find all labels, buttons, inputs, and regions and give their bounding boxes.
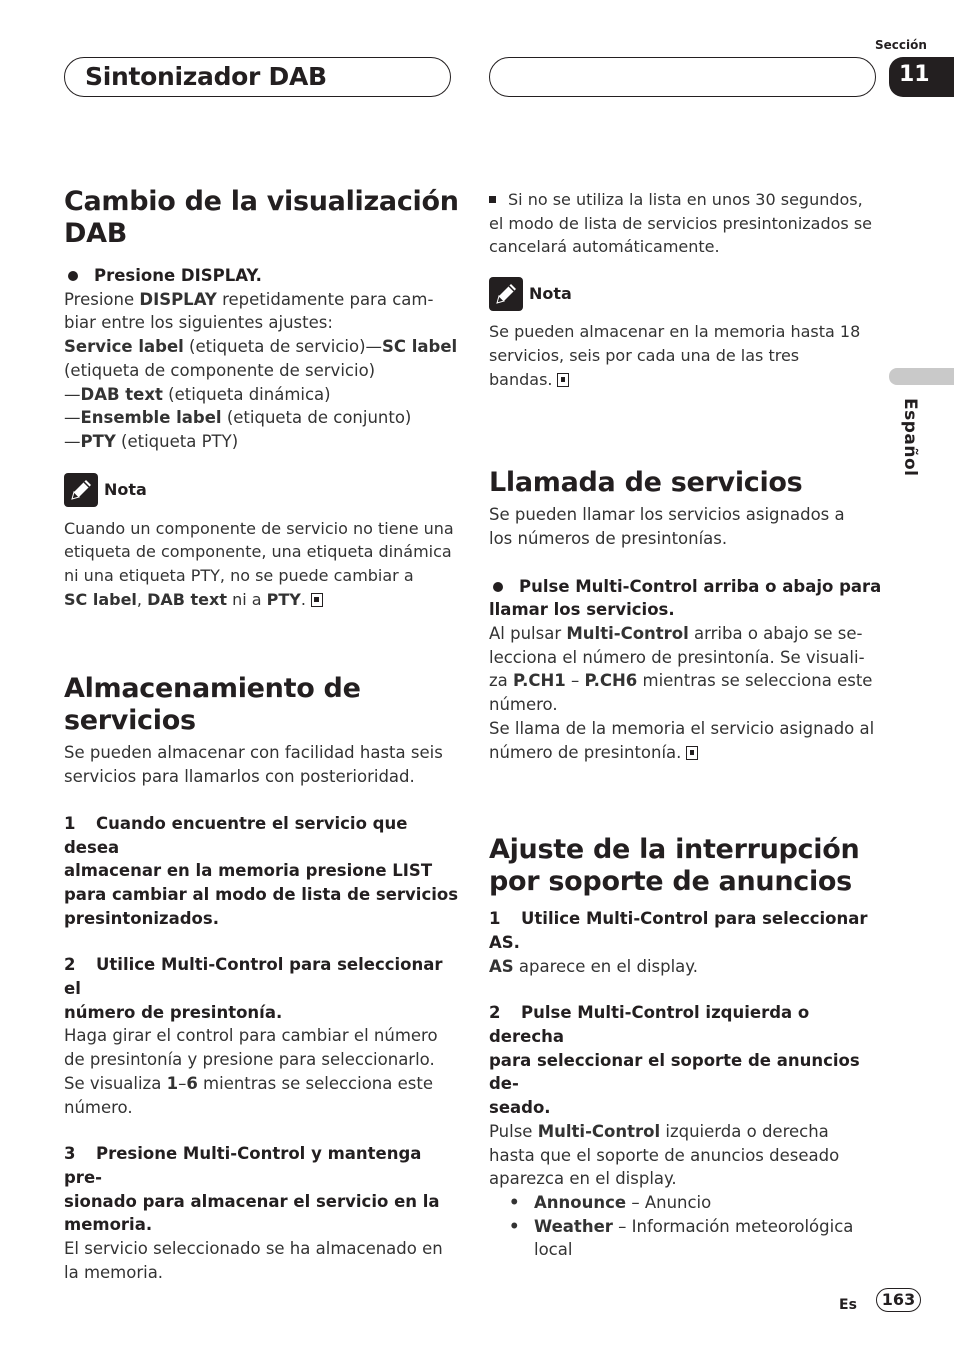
section-title-display: Cambio de la visualización DAB	[64, 186, 459, 249]
note-text: Se pueden almacenar en la memoria hasta 18 servicios, seis por cada una de las tres bandas.	[489, 322, 861, 389]
paragraph: servicios para llamarlos con posterioridad.	[64, 767, 415, 787]
paragraph: Se llama de la memoria el servicio asignado al	[489, 718, 875, 738]
step-heading: 3 Presione Multi-Control y mantenga pre- sionado para almacenar el servicio en la memoria.	[64, 1144, 440, 1235]
bullet-step: Presione DISPLAY.	[64, 264, 464, 288]
step-heading: 1 Cuando encuentre el servicio que desea almacenar en la memoria presione LIST para cambiar al modo de lista de servicios presintonizados.	[64, 813, 459, 928]
paragraph: AS aparece en el display.	[489, 956, 698, 976]
paragraph: hasta que el soporte de anuncios deseado	[489, 1145, 840, 1165]
header-empty-pill	[489, 57, 876, 97]
paragraph: número.	[64, 1097, 133, 1117]
list-item: • Announce – Anuncio	[509, 1191, 884, 1215]
paragraph: Pulse Multi-Control izquierda o derecha	[489, 1121, 829, 1141]
paragraph: de presintonía y presione para seleccionarlo.	[64, 1050, 435, 1070]
option-list	[489, 1191, 884, 1262]
end-mark-icon	[557, 373, 569, 387]
note-heading: Nota	[64, 473, 464, 507]
section-label: Sección	[875, 38, 927, 52]
list-item: • Weather – Información meteorológica local	[509, 1215, 884, 1262]
paragraph: aparezca en el display.	[489, 1169, 677, 1189]
step-heading: 1 Utilice Multi-Control para seleccionar AS.	[489, 909, 868, 952]
paragraph: Presione DISPLAY repetidamente para cam-	[64, 289, 434, 309]
end-mark-icon	[686, 746, 698, 760]
square-bullet-icon	[489, 196, 496, 203]
page-number: 163	[876, 1288, 921, 1312]
paragraph: Se pueden llamar los servicios asignados a	[489, 505, 845, 525]
paragraph: número de presintonía.	[489, 741, 884, 765]
tip-text: Si no se utiliza la lista en unos 30 segundos, el modo de lista de servicios presintonizados se cancelará automáticamente.	[489, 190, 873, 257]
paragraph: lecciona el número de presintonía. Se visuali-	[489, 647, 865, 667]
paragraph: Se visualiza 1–6 mientras se selecciona este	[64, 1073, 433, 1093]
paragraph: Haga girar el control para cambiar el número	[64, 1026, 438, 1046]
left-column	[64, 186, 464, 1285]
note-text: Cuando un componente de servicio no tiene una etiqueta de componente, una etiqueta dinámica ni una etiqueta PTY, no se puede cambiar a SC label, DAB text ni a PTY.	[64, 518, 454, 609]
note-pencil-icon	[489, 277, 523, 311]
paragraph: Service label (etiqueta de servicio)—SC label	[64, 337, 458, 357]
step-heading: 2 Pulse Multi-Control izquierda o derecha para seleccionar el soporte de anuncios de- seado.	[489, 1003, 860, 1118]
paragraph: —DAB text (etiqueta dinámica)	[64, 384, 331, 404]
section-number-tab	[889, 57, 954, 97]
header-title-pill	[64, 57, 451, 97]
end-mark-icon	[311, 593, 323, 607]
paragraph: El servicio seleccionado se ha almacenado en	[64, 1239, 443, 1259]
paragraph: los números de presintonías.	[489, 528, 728, 548]
paragraph: número.	[489, 695, 558, 715]
language-tab-bar	[889, 368, 954, 385]
section-number: 11	[899, 62, 930, 87]
paragraph: (etiqueta de componente de servicio)	[64, 360, 376, 380]
paragraph: Al pulsar Multi-Control arriba o abajo se se-	[489, 624, 863, 644]
right-column	[489, 188, 884, 1262]
paragraph: za P.CH1 – P.CH6 mientras se selecciona este	[489, 671, 873, 691]
bullet-dot-icon	[68, 271, 78, 281]
bullet-dot-icon	[493, 582, 503, 592]
note-heading: Nota	[489, 277, 884, 311]
paragraph: la memoria.	[64, 1262, 164, 1282]
language-tab-label: Español	[900, 398, 920, 477]
header-title: Sintonizador DAB	[85, 62, 327, 91]
paragraph: Se pueden almacenar con facilidad hasta seis	[64, 743, 443, 763]
section-title-storage: Almacenamiento de servicios	[64, 673, 361, 737]
bullet-step: Pulse Multi-Control arriba o abajo para llamar los servicios.	[489, 576, 882, 620]
paragraph: biar entre los siguientes ajustes:	[64, 313, 333, 333]
step-heading: 2 Utilice Multi-Control para seleccionar el número de presintonía.	[64, 955, 443, 1022]
note-pencil-icon	[64, 473, 98, 507]
section-title-announcement: Ajuste de la interrupción por soporte de anuncios	[489, 834, 860, 898]
section-title-recall: Llamada de servicios	[489, 467, 803, 499]
paragraph: —PTY (etiqueta PTY)	[64, 431, 239, 451]
paragraph: —Ensemble label (etiqueta de conjunto)	[64, 408, 412, 428]
footer-language: Es	[839, 1297, 857, 1313]
